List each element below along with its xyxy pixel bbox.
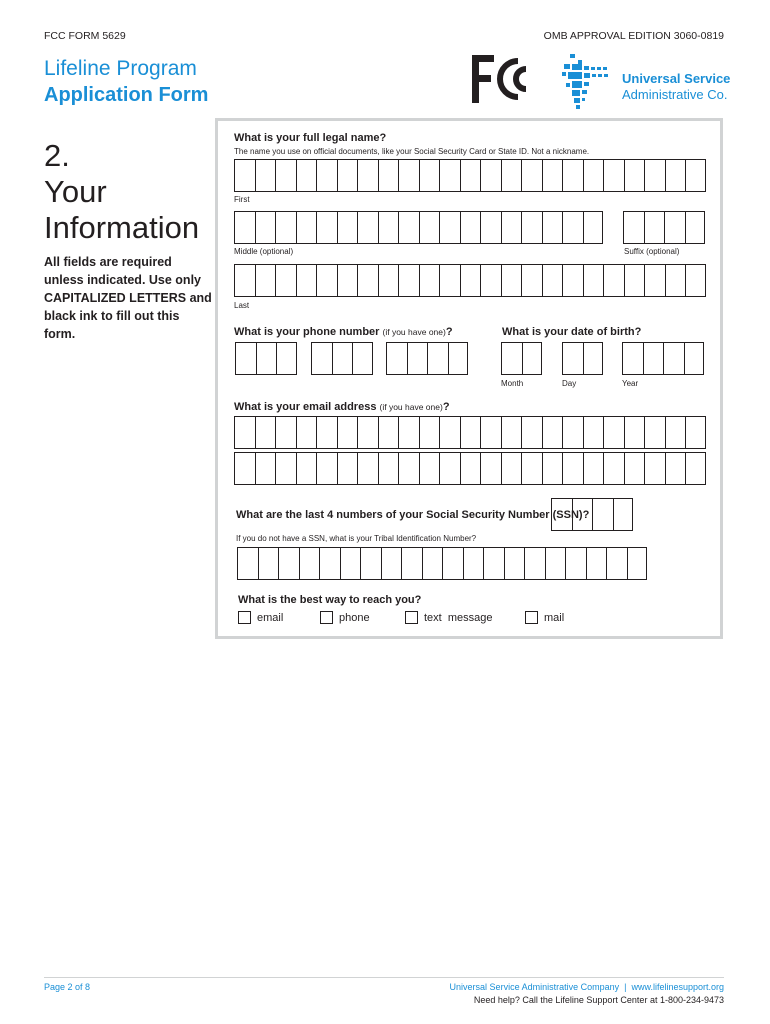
char-box[interactable] bbox=[337, 211, 358, 244]
ssn-boxes[interactable] bbox=[551, 498, 633, 531]
char-box[interactable] bbox=[562, 416, 583, 449]
char-box[interactable] bbox=[542, 452, 563, 485]
section-heading bbox=[44, 138, 199, 246]
char-box[interactable] bbox=[398, 452, 419, 485]
char-box[interactable] bbox=[398, 416, 419, 449]
email-boxes-line1[interactable] bbox=[234, 416, 706, 449]
char-box[interactable] bbox=[644, 452, 665, 485]
char-box[interactable] bbox=[398, 211, 419, 244]
char-box[interactable] bbox=[501, 264, 522, 297]
phone-line-boxes[interactable] bbox=[386, 342, 468, 375]
email-question-text: What is your email address bbox=[234, 401, 377, 413]
char-box[interactable] bbox=[583, 416, 604, 449]
char-box[interactable] bbox=[521, 264, 542, 297]
phone-option-label: phone bbox=[339, 611, 370, 624]
char-box[interactable] bbox=[606, 547, 627, 580]
char-box[interactable] bbox=[480, 211, 501, 244]
char-box[interactable] bbox=[545, 547, 566, 580]
char-box[interactable] bbox=[542, 416, 563, 449]
email-checkbox[interactable] bbox=[238, 611, 251, 624]
char-box[interactable] bbox=[463, 547, 484, 580]
mail-checkbox[interactable] bbox=[525, 611, 538, 624]
char-box[interactable] bbox=[583, 452, 604, 485]
char-box[interactable] bbox=[665, 452, 686, 485]
last-name-label: Last bbox=[234, 301, 250, 310]
char-box[interactable] bbox=[627, 547, 648, 580]
name-question: What is your full legal name? bbox=[234, 132, 387, 144]
section-title-line2: Information bbox=[44, 210, 200, 245]
char-box[interactable] bbox=[624, 264, 645, 297]
char-box[interactable] bbox=[357, 452, 378, 485]
contact-option-mail[interactable] bbox=[525, 611, 564, 624]
char-box[interactable] bbox=[278, 547, 299, 580]
char-box[interactable] bbox=[401, 547, 422, 580]
char-box[interactable] bbox=[255, 159, 276, 192]
char-box[interactable] bbox=[275, 416, 296, 449]
char-box[interactable] bbox=[501, 211, 522, 244]
char-box[interactable] bbox=[332, 342, 353, 375]
dob-month-label: Month bbox=[501, 379, 524, 388]
usac-name-line2: Administrative Co. bbox=[622, 87, 728, 102]
char-box[interactable] bbox=[378, 159, 399, 192]
char-box[interactable] bbox=[419, 159, 440, 192]
phone-question-mark: ? bbox=[445, 326, 453, 338]
char-box[interactable] bbox=[684, 342, 705, 375]
dob-question: What is your date of birth? bbox=[502, 326, 642, 338]
phone-question-text: What is your phone number bbox=[234, 326, 380, 338]
char-box[interactable] bbox=[381, 547, 402, 580]
phone-prefix-boxes[interactable] bbox=[311, 342, 373, 375]
char-box[interactable] bbox=[255, 452, 276, 485]
char-box[interactable] bbox=[378, 211, 399, 244]
char-box[interactable] bbox=[234, 416, 255, 449]
char-box[interactable] bbox=[378, 264, 399, 297]
char-box[interactable] bbox=[562, 211, 583, 244]
dob-year-label: Year bbox=[622, 379, 639, 388]
contact-option-email[interactable] bbox=[238, 611, 283, 624]
name-hint: The name you use on official documents, like your Social Security Card or State ID. Not a nickname. bbox=[234, 147, 590, 156]
char-box[interactable] bbox=[501, 159, 522, 192]
char-box[interactable] bbox=[316, 264, 337, 297]
char-box[interactable] bbox=[439, 264, 460, 297]
char-box[interactable] bbox=[296, 452, 317, 485]
char-box[interactable] bbox=[419, 264, 440, 297]
char-box[interactable] bbox=[357, 159, 378, 192]
dob-month-boxes[interactable] bbox=[501, 342, 542, 375]
char-box[interactable] bbox=[258, 547, 279, 580]
char-box[interactable] bbox=[623, 211, 644, 244]
char-box[interactable] bbox=[357, 211, 378, 244]
char-box[interactable] bbox=[665, 416, 686, 449]
char-box[interactable] bbox=[521, 211, 542, 244]
usac-logo bbox=[560, 52, 612, 112]
char-box[interactable] bbox=[398, 159, 419, 192]
char-box[interactable] bbox=[613, 498, 634, 531]
char-box[interactable] bbox=[352, 342, 373, 375]
char-box[interactable] bbox=[386, 342, 407, 375]
phone-checkbox[interactable] bbox=[320, 611, 333, 624]
form-number: FCC FORM 5629 bbox=[44, 30, 126, 42]
char-box[interactable] bbox=[439, 416, 460, 449]
char-box[interactable] bbox=[562, 159, 583, 192]
char-box[interactable] bbox=[357, 416, 378, 449]
char-box[interactable] bbox=[685, 211, 706, 244]
char-box[interactable] bbox=[480, 416, 501, 449]
char-box[interactable] bbox=[624, 159, 645, 192]
char-box[interactable] bbox=[299, 547, 320, 580]
last-name-boxes[interactable] bbox=[234, 264, 706, 297]
char-box[interactable] bbox=[337, 264, 358, 297]
char-box[interactable] bbox=[565, 547, 586, 580]
char-box[interactable] bbox=[685, 416, 706, 449]
section-number: 2. bbox=[44, 138, 70, 173]
char-box[interactable] bbox=[419, 211, 440, 244]
char-box[interactable] bbox=[439, 211, 460, 244]
phone-qualifier: (if you have one) bbox=[382, 327, 446, 337]
char-box[interactable] bbox=[337, 416, 358, 449]
char-box[interactable] bbox=[275, 264, 296, 297]
contact-question: What is the best way to reach you? bbox=[238, 594, 422, 606]
mail-option-label: mail bbox=[544, 611, 565, 624]
dob-day-label: Day bbox=[562, 379, 577, 388]
char-box[interactable] bbox=[419, 452, 440, 485]
char-box[interactable] bbox=[398, 264, 419, 297]
char-box[interactable] bbox=[234, 211, 255, 244]
char-box[interactable] bbox=[685, 264, 706, 297]
char-box[interactable] bbox=[643, 342, 664, 375]
char-box[interactable] bbox=[524, 547, 545, 580]
char-box[interactable] bbox=[234, 159, 255, 192]
phone-area-code-boxes[interactable] bbox=[235, 342, 297, 375]
usac-name-line1: Universal Service bbox=[622, 71, 731, 86]
first-name-boxes[interactable] bbox=[234, 159, 706, 192]
char-box[interactable] bbox=[427, 342, 448, 375]
char-box[interactable] bbox=[276, 342, 297, 375]
char-box[interactable] bbox=[685, 452, 706, 485]
char-box[interactable] bbox=[542, 264, 563, 297]
char-box[interactable] bbox=[316, 159, 337, 192]
char-box[interactable] bbox=[644, 211, 665, 244]
char-box[interactable] bbox=[337, 452, 358, 485]
char-box[interactable] bbox=[603, 159, 624, 192]
char-box[interactable] bbox=[316, 211, 337, 244]
char-box[interactable] bbox=[501, 452, 522, 485]
char-box[interactable] bbox=[234, 452, 255, 485]
section-instructions: All fields are required unless indicated. Use only CAPITALIZED LETTERS and black ink to fill out this form. bbox=[44, 255, 212, 341]
footer-divider bbox=[44, 977, 724, 978]
char-box[interactable] bbox=[360, 547, 381, 580]
char-box[interactable] bbox=[311, 342, 332, 375]
char-box[interactable] bbox=[296, 264, 317, 297]
char-box[interactable] bbox=[583, 159, 604, 192]
email-boxes-line2[interactable] bbox=[234, 452, 706, 485]
phone-question bbox=[234, 326, 453, 338]
char-box[interactable] bbox=[460, 452, 481, 485]
char-box[interactable] bbox=[237, 547, 258, 580]
char-box[interactable] bbox=[603, 264, 624, 297]
char-box[interactable] bbox=[275, 159, 296, 192]
char-box[interactable] bbox=[316, 416, 337, 449]
char-box[interactable] bbox=[378, 452, 399, 485]
char-box[interactable] bbox=[664, 211, 685, 244]
char-box[interactable] bbox=[665, 264, 686, 297]
char-box[interactable] bbox=[603, 452, 624, 485]
char-box[interactable] bbox=[562, 264, 583, 297]
dob-year-boxes[interactable] bbox=[622, 342, 704, 375]
tribal-id-boxes[interactable] bbox=[237, 547, 647, 580]
char-box[interactable] bbox=[542, 159, 563, 192]
tribal-id-hint: If you do not have a SSN, what is your Tribal Identification Number? bbox=[236, 534, 477, 543]
char-box[interactable] bbox=[378, 416, 399, 449]
char-box[interactable] bbox=[551, 498, 572, 531]
char-box[interactable] bbox=[562, 342, 583, 375]
char-box[interactable] bbox=[624, 452, 645, 485]
char-box[interactable] bbox=[460, 416, 481, 449]
char-box[interactable] bbox=[256, 342, 277, 375]
char-box[interactable] bbox=[337, 159, 358, 192]
char-box[interactable] bbox=[521, 416, 542, 449]
text-message-option-label: text message bbox=[424, 611, 493, 624]
middle-name-boxes[interactable] bbox=[234, 211, 603, 244]
omb-approval: OMB APPROVAL EDITION 3060-0819 bbox=[543, 30, 724, 42]
char-box[interactable] bbox=[603, 416, 624, 449]
char-box[interactable] bbox=[504, 547, 525, 580]
char-box[interactable] bbox=[357, 264, 378, 297]
fcc-logo bbox=[470, 53, 532, 105]
email-question-mark: ? bbox=[442, 401, 450, 413]
char-box[interactable] bbox=[622, 342, 643, 375]
char-box[interactable] bbox=[572, 498, 593, 531]
char-box[interactable] bbox=[439, 452, 460, 485]
char-box[interactable] bbox=[448, 342, 469, 375]
char-box[interactable] bbox=[583, 342, 604, 375]
suffix-label: Suffix (optional) bbox=[624, 247, 680, 256]
char-box[interactable] bbox=[480, 264, 501, 297]
char-box[interactable] bbox=[501, 342, 522, 375]
char-box[interactable] bbox=[501, 416, 522, 449]
footer-help: Need help? Call the Lifeline Support Center at 1-800-234-9473 bbox=[473, 995, 724, 1005]
char-box[interactable] bbox=[255, 416, 276, 449]
email-qualifier: (if you have one) bbox=[379, 402, 443, 412]
char-box[interactable] bbox=[319, 547, 340, 580]
email-option-label: email bbox=[257, 611, 284, 624]
char-box[interactable] bbox=[439, 159, 460, 192]
char-box[interactable] bbox=[296, 211, 317, 244]
char-box[interactable] bbox=[586, 547, 607, 580]
char-box[interactable] bbox=[255, 211, 276, 244]
char-box[interactable] bbox=[255, 264, 276, 297]
char-box[interactable] bbox=[583, 264, 604, 297]
middle-name-label: Middle (optional) bbox=[234, 247, 294, 256]
char-box[interactable] bbox=[542, 211, 563, 244]
char-box[interactable] bbox=[460, 264, 481, 297]
char-box[interactable] bbox=[419, 416, 440, 449]
char-box[interactable] bbox=[583, 211, 604, 244]
char-box[interactable] bbox=[521, 159, 542, 192]
char-box[interactable] bbox=[275, 452, 296, 485]
char-box[interactable] bbox=[483, 547, 504, 580]
email-question bbox=[234, 401, 450, 413]
contact-option-phone[interactable] bbox=[320, 611, 370, 624]
char-box[interactable] bbox=[521, 452, 542, 485]
char-box[interactable] bbox=[665, 159, 686, 192]
char-box[interactable] bbox=[624, 416, 645, 449]
suffix-boxes[interactable] bbox=[623, 211, 705, 244]
char-box[interactable] bbox=[316, 452, 337, 485]
char-box[interactable] bbox=[685, 159, 706, 192]
contact-option-text[interactable] bbox=[405, 611, 492, 624]
char-box[interactable] bbox=[296, 416, 317, 449]
char-box[interactable] bbox=[644, 264, 665, 297]
first-name-label: First bbox=[234, 195, 250, 204]
dob-day-boxes[interactable] bbox=[562, 342, 603, 375]
text-message-checkbox[interactable] bbox=[405, 611, 418, 624]
char-box[interactable] bbox=[340, 547, 361, 580]
char-box[interactable] bbox=[644, 159, 665, 192]
char-box[interactable] bbox=[235, 342, 256, 375]
char-box[interactable] bbox=[407, 342, 428, 375]
footer-company: Universal Service Administrative Company | www.lifelinesupport.org bbox=[449, 982, 724, 992]
form-title: Application Form bbox=[44, 84, 209, 106]
char-box[interactable] bbox=[422, 547, 443, 580]
char-box[interactable] bbox=[234, 264, 255, 297]
char-box[interactable] bbox=[296, 159, 317, 192]
char-box[interactable] bbox=[562, 452, 583, 485]
program-title: Lifeline Program bbox=[44, 57, 197, 80]
char-box[interactable] bbox=[275, 211, 296, 244]
page-number: Page 2 of 8 bbox=[44, 982, 91, 992]
char-box[interactable] bbox=[442, 547, 463, 580]
char-box[interactable] bbox=[460, 211, 481, 244]
char-box[interactable] bbox=[644, 416, 665, 449]
section-title-line1: Your bbox=[44, 174, 107, 209]
ssn-question: What are the last 4 numbers of your Social Security Number (SSN)? bbox=[236, 509, 590, 521]
char-box[interactable] bbox=[522, 342, 543, 375]
char-box[interactable] bbox=[663, 342, 684, 375]
char-box[interactable] bbox=[480, 159, 501, 192]
char-box[interactable] bbox=[460, 159, 481, 192]
char-box[interactable] bbox=[480, 452, 501, 485]
char-box[interactable] bbox=[592, 498, 613, 531]
